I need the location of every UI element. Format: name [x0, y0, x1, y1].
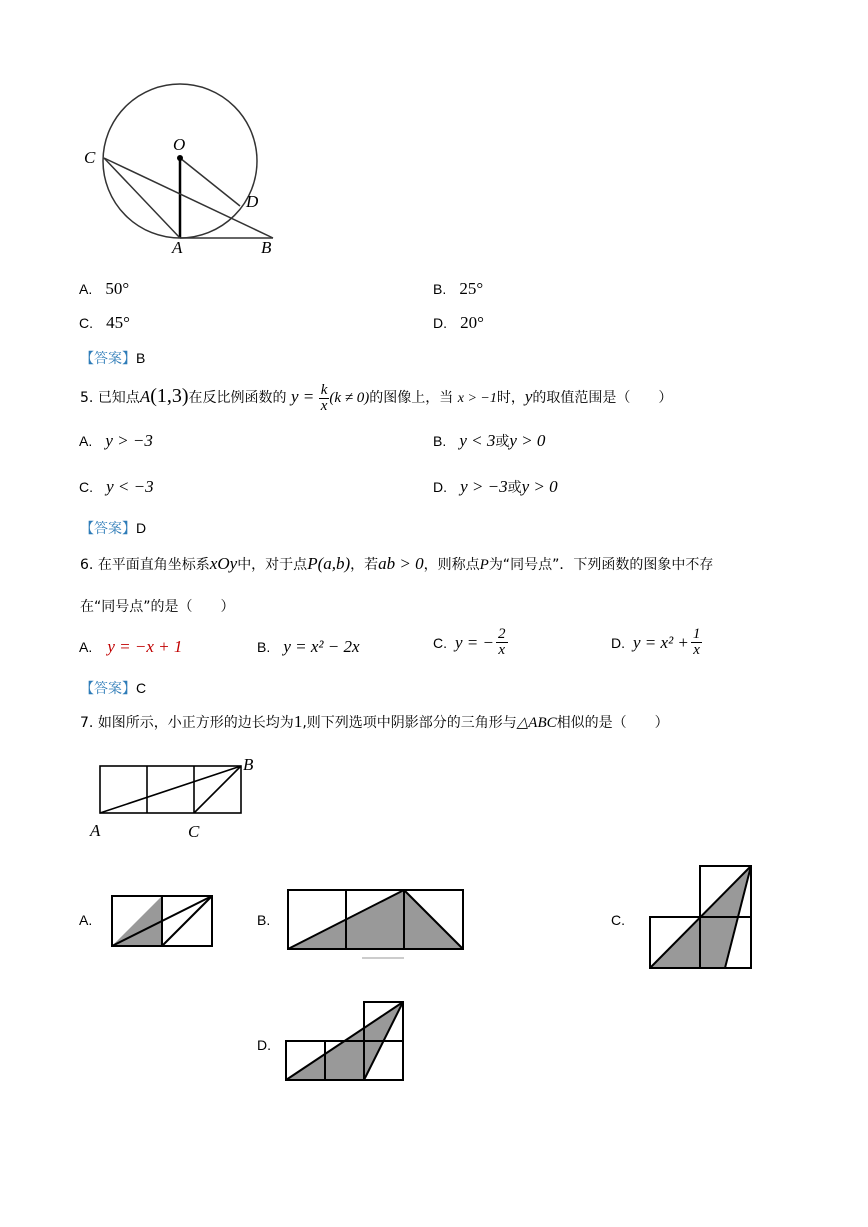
q7-stem: 7. 如图所示，小正方形的边长均为1,则下列选项中阴影部分的三角形与△ABC相似的是（ ） [80, 712, 669, 731]
q4-answer: 【答案】B [80, 350, 146, 367]
q7-option-c-letter[interactable]: C. [611, 912, 625, 928]
label-b: B [261, 238, 272, 257]
q4-option-b[interactable] [433, 279, 483, 299]
q5-option-a[interactable]: A. y > −3 [79, 431, 153, 450]
q4-circle-figure [80, 70, 300, 260]
label-a: A [172, 238, 183, 257]
q5-option-b[interactable]: B. y < 3或y > 0 [433, 431, 546, 450]
q5-stem: 5. 已知点A(1,3)在反比例函数的 y = $\frac{k}{x}$ (k ≠ 0)的图像上，当 x > −1时，y的取值范围是（ ） [80, 381, 673, 414]
q5-answer: 【答案】D [80, 520, 147, 537]
q4-option-d[interactable] [433, 313, 484, 333]
q6-stem-line1: 6. 在平面直角坐标系xOy中，对于点P(a,b)，若ab > 0，则称点P为“同号点”．下列函数的图象中不存 [80, 554, 714, 573]
label-d: D [246, 192, 259, 211]
q5-option-c[interactable]: C. y < −3 [79, 477, 154, 496]
q6-option-c[interactable]: C. y = − $\frac{2}{x}$ [433, 626, 506, 658]
q7-reference-grid [86, 750, 266, 845]
q7-option-b-figure[interactable] [284, 886, 468, 962]
q6-answer: 【答案】C [80, 680, 147, 697]
q7-option-a-letter[interactable]: A. [79, 912, 93, 928]
answer-value: C [136, 680, 147, 696]
q6-option-a[interactable]: A. y = −x + 1 [79, 637, 183, 656]
option-value: 45° [106, 313, 130, 332]
option-value: 50° [105, 279, 130, 298]
answer-value: B [136, 350, 146, 366]
option-value: 20° [460, 313, 484, 332]
q6-stem-line2: 在“同号点”的是（ ） [80, 599, 235, 615]
q6-option-d[interactable]: D. y = x² + $\frac{1}{x}$ [611, 626, 701, 658]
label-c: C [188, 822, 200, 841]
q7-option-d-figure[interactable] [282, 998, 408, 1086]
answer-value: D [136, 520, 147, 536]
center-dot [177, 155, 183, 161]
q7-option-b-letter[interactable]: B. [257, 912, 271, 928]
label-c: C [84, 148, 96, 167]
segment-ca [104, 158, 180, 238]
label-b: B [243, 755, 254, 774]
option-letter: C. [79, 315, 93, 331]
option-value: 25° [459, 279, 484, 298]
q5-option-d[interactable]: D. y > −3或y > 0 [433, 477, 558, 496]
option-letter: B. [433, 281, 447, 297]
option-letter: D. [433, 315, 447, 331]
label-o: O [173, 135, 186, 154]
shaded-triangle [288, 890, 463, 949]
q4-option-a[interactable] [79, 279, 129, 299]
q6-option-b[interactable]: B. y = x² − 2x [257, 637, 360, 656]
option-letter: A. [79, 281, 93, 297]
q4-option-c[interactable] [79, 313, 130, 333]
q7-option-c-figure[interactable] [646, 862, 756, 974]
label-a: A [90, 821, 101, 840]
q7-option-a-figure[interactable] [108, 892, 218, 952]
segment-ab [100, 766, 241, 813]
q7-option-d-letter[interactable]: D. [257, 1037, 271, 1053]
